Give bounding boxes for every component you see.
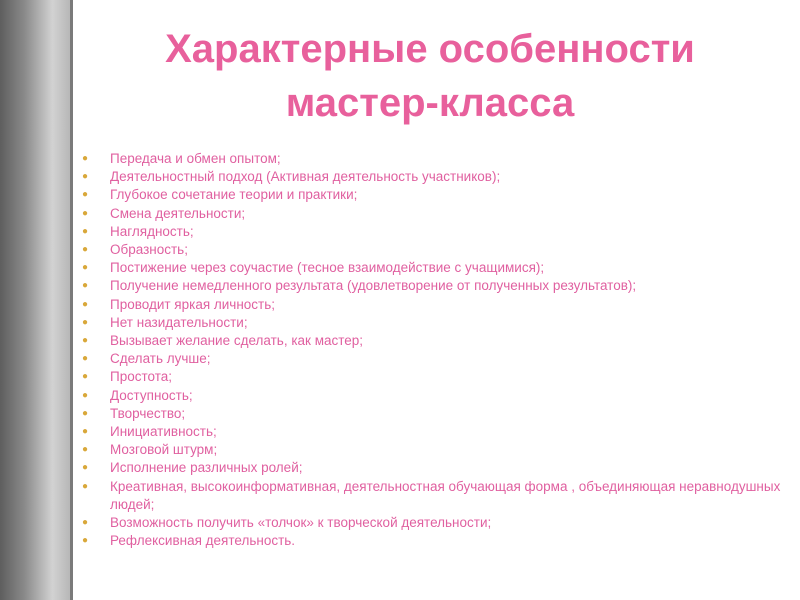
bullet-dot-icon: ● [82, 444, 89, 456]
title-line-2: мастер-класса [285, 81, 575, 125]
title-line-1: Характерные особенности [165, 27, 695, 71]
list-item [82, 478, 782, 514]
bullet-dot-icon: ● [82, 262, 89, 274]
list-item-text: Творчество; [110, 405, 186, 421]
list-item [82, 296, 782, 314]
list-item [82, 277, 782, 295]
list-item [82, 168, 782, 186]
list-item [82, 241, 782, 259]
list-item-text: Деятельностный подход (Активная деятельность участников); [110, 169, 501, 185]
list-item-text: Вызывает желание сделать, как мастер; [110, 333, 364, 349]
list-item [82, 459, 782, 477]
bullet-dot-icon: ● [82, 480, 89, 492]
list-item [82, 205, 782, 223]
list-item-text: Исполнение различных ролей; [110, 460, 303, 476]
list-item-text: Креативная, высокоинформативная, деятельностная обучающая форма , объединяющая неравнодушных людей; [110, 478, 781, 512]
bullet-dot-icon: ● [82, 171, 89, 183]
bullet-dot-icon: ● [82, 462, 89, 474]
list-item-text: Сделать лучше; [110, 351, 211, 367]
list-item [82, 387, 782, 405]
list-item [82, 514, 782, 532]
list-item [82, 332, 782, 350]
list-item-text: Передача и обмен опытом; [110, 151, 281, 166]
list-item [82, 259, 782, 277]
list-item [82, 350, 782, 368]
bullet-dot-icon: ● [82, 225, 89, 237]
list-item-text: Глубокое сочетание теории и практики; [110, 187, 358, 203]
list-item [82, 223, 782, 241]
list-item [82, 423, 782, 441]
decorative-side-bar [0, 0, 70, 600]
list-item-text: Инициативность; [110, 424, 217, 440]
list-item-text: Доступность; [110, 387, 193, 403]
bullet-dot-icon: ● [82, 517, 89, 529]
list-item-text: Наглядность; [110, 223, 194, 239]
list-item-text: Рефлексивная деятельность. [110, 533, 296, 549]
list-item-text: Нет назидательности; [110, 314, 248, 330]
side-bar-edge [70, 0, 73, 600]
bullet-dot-icon: ● [82, 371, 89, 383]
list-item-text: Получение немедленного результата (удовлетворение от полученных результатов); [110, 278, 637, 294]
list-item [82, 368, 782, 386]
bullet-dot-icon: ● [82, 207, 89, 219]
list-item-text: Проводит яркая личность; [110, 296, 276, 312]
bullet-dot-icon: ● [82, 298, 89, 310]
bullet-dot-icon: ● [82, 535, 89, 547]
bullet-dot-icon: ● [82, 316, 89, 328]
bullet-dot-icon: ● [82, 407, 89, 419]
list-item [82, 186, 782, 204]
list-item-text: Простота; [110, 369, 173, 385]
list-item-text: Мозговой штурм; [110, 442, 218, 458]
bullet-dot-icon: ● [82, 189, 89, 201]
list-item-text: Смена деятельности; [110, 205, 246, 221]
list-item [82, 314, 782, 332]
list-item-text: Постижение через соучастие (тесное взаимодействие с учащимися); [110, 260, 545, 276]
features-list [82, 150, 782, 550]
bullet-dot-icon: ● [82, 280, 89, 292]
bullet-dot-icon: ● [82, 353, 89, 365]
bullet-dot-icon: ● [82, 426, 89, 438]
bullet-dot-icon: ● [82, 153, 89, 164]
bullet-dot-icon: ● [82, 389, 89, 401]
list-item [82, 441, 782, 459]
list-item-text: Образность; [110, 242, 188, 258]
list-item-text: Возможность получить «толчок» к творческой деятельности; [110, 515, 492, 531]
list-item [82, 405, 782, 423]
slide-title [80, 22, 780, 130]
bullet-dot-icon: ● [82, 244, 89, 256]
bullet-dot-icon: ● [82, 335, 89, 347]
list-item [82, 532, 782, 550]
list-item [82, 150, 782, 168]
